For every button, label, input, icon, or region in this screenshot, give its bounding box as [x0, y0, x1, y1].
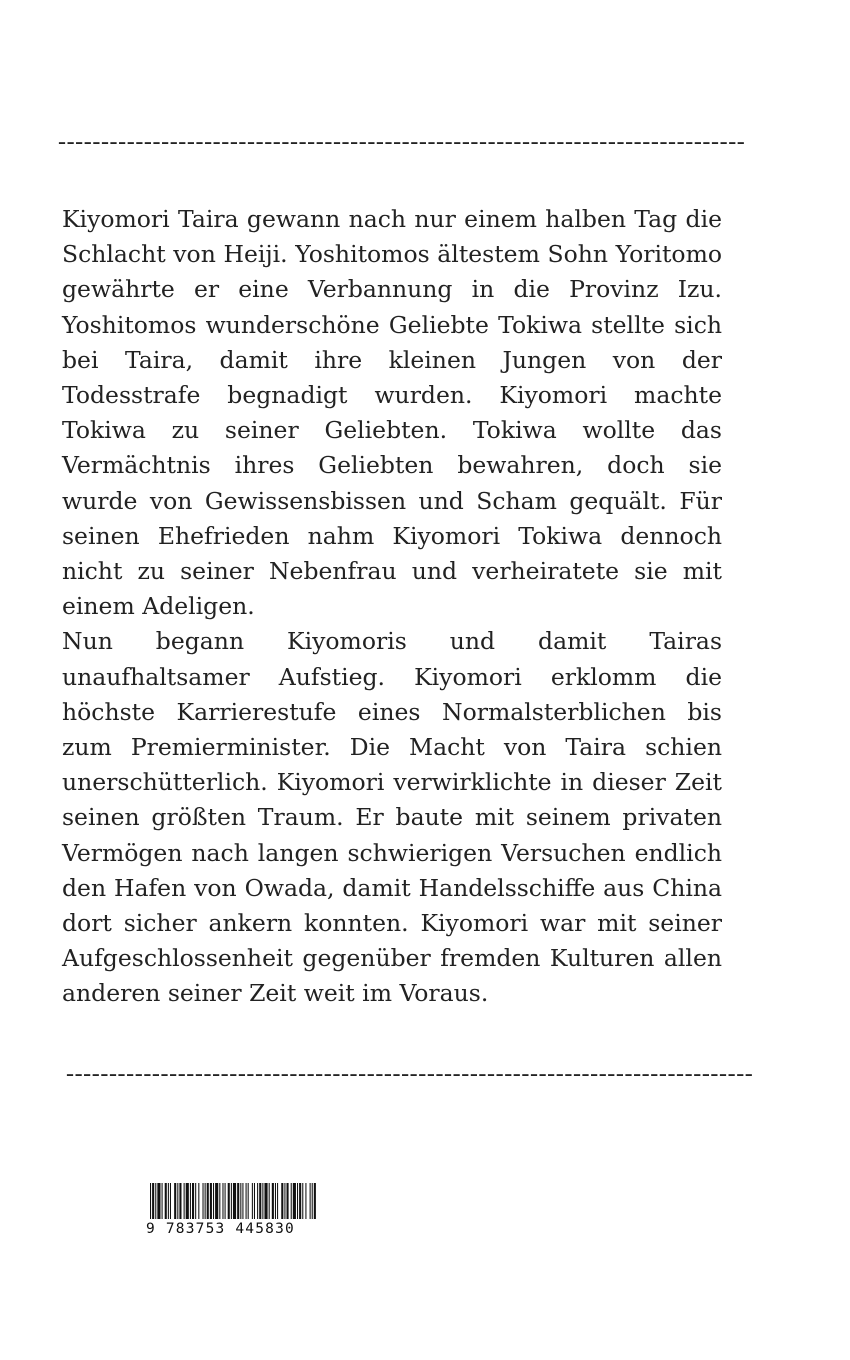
barcode-bar: [177, 1183, 178, 1219]
barcode-bar: [272, 1183, 274, 1219]
barcode-bar: [291, 1183, 292, 1219]
barcode-bar: [162, 1183, 163, 1219]
barcode-bar: [248, 1183, 249, 1219]
barcode-bar: [179, 1183, 181, 1219]
barcode-bar: [155, 1183, 156, 1219]
barcode-bar: [165, 1183, 167, 1219]
barcode-bar: [246, 1183, 247, 1219]
barcode-bar: [293, 1183, 296, 1219]
barcode-bar: [203, 1183, 204, 1219]
barcode-bar: [170, 1183, 171, 1219]
barcode-bar: [262, 1183, 263, 1219]
barcode-bar: [215, 1183, 218, 1219]
barcode-bar: [222, 1183, 223, 1219]
barcode-bar: [287, 1183, 289, 1219]
barcode-bars: [150, 1183, 314, 1219]
barcode-bar: [210, 1183, 212, 1219]
barcode-bar: [257, 1183, 258, 1219]
barcode-bar: [277, 1183, 278, 1219]
barcode-bar: [312, 1183, 313, 1219]
isbn-number: 9 783753 445830: [146, 1221, 295, 1237]
barcode-bar: [157, 1183, 160, 1219]
barcode-bar: [198, 1183, 199, 1219]
barcode-bar: [297, 1183, 298, 1219]
barcode-bar: [275, 1183, 276, 1219]
barcode-bar: [269, 1183, 270, 1219]
barcode-bar: [195, 1183, 196, 1219]
barcode-bar: [228, 1183, 230, 1219]
barcode-bar: [305, 1183, 306, 1219]
barcode-bar: [213, 1183, 214, 1219]
barcode-bar: [259, 1183, 261, 1219]
barcode-bar: [192, 1183, 194, 1219]
barcode-bar: [252, 1183, 253, 1219]
barcode-bar: [310, 1183, 311, 1219]
barcode-bar: [233, 1183, 236, 1219]
barcode-bar: [207, 1183, 209, 1219]
barcode-bar: [186, 1183, 189, 1219]
barcode-bar: [254, 1183, 255, 1219]
barcode-bar: [219, 1183, 220, 1219]
barcode-bar: [190, 1183, 191, 1219]
barcode-bar: [281, 1183, 283, 1219]
barcode-bar: [242, 1183, 243, 1219]
barcode-bar: [168, 1183, 169, 1219]
barcode-bar: [205, 1183, 206, 1219]
barcode-bar: [302, 1183, 303, 1219]
paragraph-1: Kiyomori Taira gewann nach nur einem halben Tag die Schlacht von Heiji. Yoshitomos ältestem Sohn Yoritomo gewährte er eine Verbannung in die Provinz Izu. Yoshitomos wunderschöne Geliebte Tokiwa stellte sich bei Taira, damit ihre kleinen Jungen von der Todesstrafe begnadigt wurden. Kiyomori machte Tokiwa zu seiner Geliebten. Tokiwa wollte das Vermächtnis ihres Geliebten bewahren, doch sie wurde von Gewissensbissen und Scham gequält. Für seinen Ehefrieden nahm Kiyomori Tokiwa dennoch nicht zu seiner Nebenfrau und verheiratete sie mit einem Adeligen.: [62, 205, 722, 621]
bottom-separator-line: --------------------------------------------------------------------------------: [66, 1061, 754, 1087]
barcode-bar: [174, 1183, 176, 1219]
barcode-bar: [237, 1183, 239, 1219]
barcode-bar: [150, 1183, 151, 1219]
barcode-bar: [314, 1183, 316, 1219]
barcode-bar: [240, 1183, 241, 1219]
barcode-bar: [264, 1183, 267, 1219]
barcode-bar: [225, 1183, 226, 1219]
top-separator-line: --------------------------------------------------------------------------------: [58, 129, 746, 155]
barcode-bar: [152, 1183, 154, 1219]
barcode-bar: [284, 1183, 285, 1219]
barcode-bar: [299, 1183, 301, 1219]
blurb-text: [62, 202, 722, 1012]
barcode-bar: [231, 1183, 232, 1219]
isbn-barcode: [146, 1183, 316, 1243]
barcode-bar: [184, 1183, 185, 1219]
paragraph-2: Nun begann Kiyomoris und damit Tairas unaufhaltsamer Aufstieg. Kiyomori erklomm die höchste Karrierestufe eines Normalsterblichen bis zum Premierminister. Die Macht von Taira schien unerschütterlich. Kiyomori verwirklichte in dieser Zeit seinen größten Traum. Er baute mit seinem privaten Vermögen nach langen schwierigen Versuchen endlich den Hafen von Owada, damit Handelsschiffe aus China dort sicher ankern konnten. Kiyomori war mit seiner Aufgeschlossenheit gegenüber fremden Kulturen allen anderen seiner Zeit weit im Voraus.: [62, 627, 722, 1008]
